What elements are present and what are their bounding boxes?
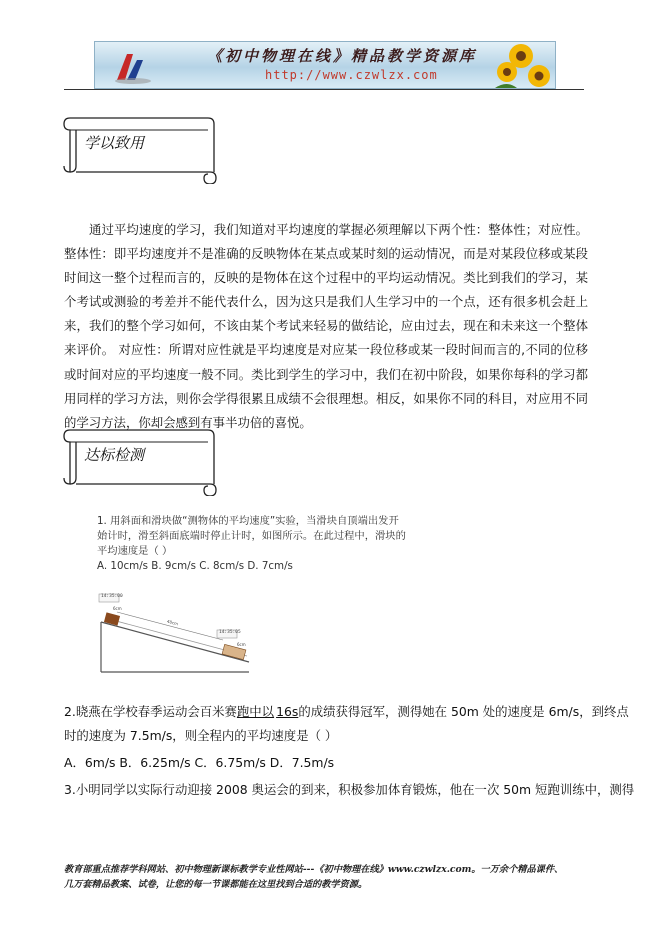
question-1-options: A. 10cm/s B. 9cm/s C. 8cm/s D. 7cm/s xyxy=(97,560,293,572)
header-rule xyxy=(64,89,584,90)
block-length-bottom: 6cm xyxy=(237,642,246,647)
body-paragraph: 通过平均速度的学习，我们知道对平均速度的掌握必须理解以下两个性：整体性；对应性。 整体性：即平均速度并不是准确的反映物体在某点或某时刻的运动情况，而是对某段位移或某段时间这一整个过程而言的，反映的是物体在这个过程中的平均运动情况。类比到我们的学习，某个考试或测验的考差并不能代表什么，因为这只是我们人生学习中的一个点，还有很多机会赶上来，我们的整个学习如何，不该由某个考试来轻易的做结论，应由过去，现在和未来这一个整体来评价。 对应性：所谓对应性就是平均速度是对应某一段位移或某一段时间而言的,不同的位移或时间对应的平均速度一般不同。类比到学生的学习中，我们在初中阶段，如果你每科的学习都用同样的学习方法，则你会学得很累且成绩不会很理想。相反，如果你不同的科目，对应用不同的学习方法，你却会感到有事半功倍的喜悦。 xyxy=(64,222,588,430)
banner-title: 《初中物理在线》精品教学资源库 xyxy=(207,47,478,65)
section-heading-scroll xyxy=(60,112,220,182)
question-2-underlined: 跑中以 xyxy=(236,704,275,719)
question-2-text: 的成绩获得冠军，测得她在 50m 处的速度是 6m/s，到终点 xyxy=(298,704,629,719)
clock-start: 14:35:00 xyxy=(101,594,123,599)
incline-figure xyxy=(97,592,257,680)
section-heading: 学以致用 xyxy=(84,134,145,152)
question-2-text: 2.晓燕在学校春季运动会百米赛 xyxy=(64,704,237,719)
block-length-top: 6cm xyxy=(113,606,122,611)
question-1-line: 平均速度是（ ） xyxy=(97,545,173,557)
section-heading-scroll xyxy=(60,424,220,494)
question-2-line1 xyxy=(64,702,629,720)
question-1 xyxy=(97,514,427,574)
footer-line: 几万套精品教案、试卷，让您的每一节课都能在这里找到合适的教学资源。 xyxy=(64,879,368,890)
question-2-line2: 时的速度为 7.5m/s，则全程内的平均速度是（ ） xyxy=(64,728,338,743)
header-banner xyxy=(94,41,556,89)
question-3-line1: 3.小明同学以实际行动迎接 2008 奥运会的到来，积极参加体育锻炼，他在一次 50m 短跑训练中，测得 xyxy=(64,782,635,797)
logo-icon xyxy=(113,48,153,84)
clock-end: 14:35:05 xyxy=(219,630,241,635)
incline-length: 40cm xyxy=(166,618,179,627)
question-2-underlined-time: 16s xyxy=(276,704,299,719)
question-1-line: 始计时，滑至斜面底端时停止计时，如图所示。在此过程中，滑块的 xyxy=(97,530,406,542)
footer-line: 教育部重点推荐学科网站、初中物理新课标教学专业性网站---《初中物理在线》www.czwlzx.com。一万余个精品课件、 xyxy=(64,864,564,875)
banner-url[interactable]: http://www.czwlzx.com xyxy=(265,68,438,82)
question-2-options: A．6m/s B．6.25m/s C．6.75m/s D．7.5m/s xyxy=(64,755,335,770)
page-footer xyxy=(64,862,604,892)
sunflower-icon xyxy=(487,42,555,88)
section-heading: 达标检测 xyxy=(84,446,145,464)
question-1-line: 1. 用斜面和滑块做“测物体的平均速度”实验，当滑块自顶端出发开 xyxy=(97,515,399,527)
